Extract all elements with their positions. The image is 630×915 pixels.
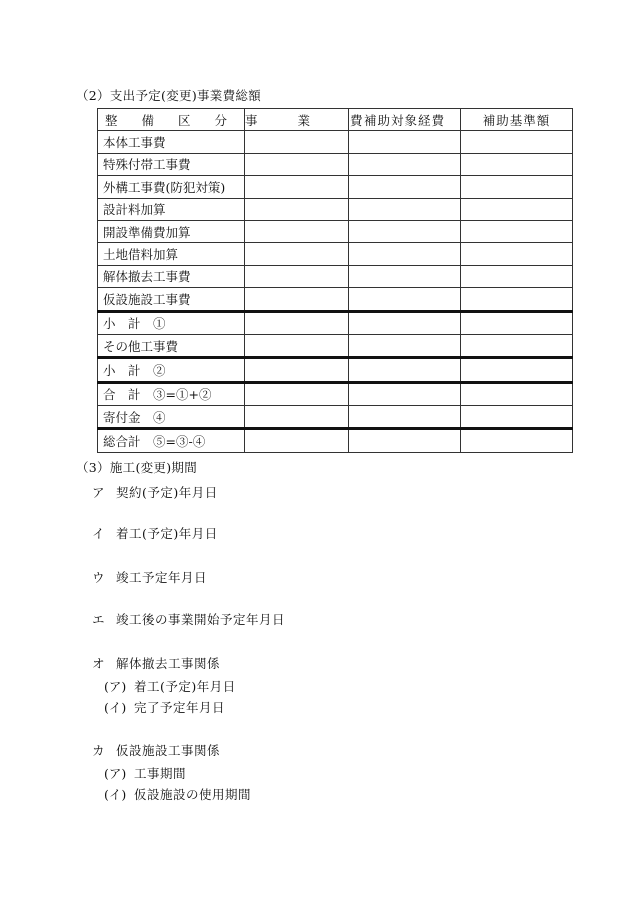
eligible-cost-cell[interactable] — [349, 153, 461, 175]
eligible-cost-cell[interactable] — [349, 198, 461, 220]
eligible-cost-cell[interactable] — [349, 288, 461, 311]
item-label: 竣工予定年月日 — [116, 570, 208, 585]
project-cost-cell[interactable] — [245, 131, 349, 153]
period-item-demolition — [92, 654, 220, 672]
period-item-contract — [92, 483, 218, 501]
project-cost-cell[interactable] — [245, 429, 349, 452]
item-label: 着工(予定)年月日 — [116, 526, 218, 541]
row-label-cell: 開設準備費加算 — [98, 220, 245, 242]
item-label: 契約(予定)年月日 — [116, 485, 218, 500]
eligible-cost-cell[interactable] — [349, 311, 461, 334]
table-row — [98, 198, 573, 220]
eligible-cost-cell[interactable] — [349, 358, 461, 382]
section-2-heading: （2）支出予定(変更)事業費総額 — [76, 88, 262, 103]
temporary-sub-usage — [104, 785, 251, 803]
project-cost-cell[interactable] — [245, 311, 349, 334]
eligible-cost-cell[interactable] — [349, 243, 461, 265]
standard-amount-cell[interactable] — [461, 198, 573, 220]
header-project-cost: 事 業 費 — [245, 109, 349, 131]
item-mark: イ — [92, 526, 105, 541]
sub-item-mark: (イ) — [104, 787, 127, 802]
row-label-cell: 合 計 ③=①+② — [98, 382, 245, 405]
item-mark: エ — [92, 612, 105, 627]
eligible-cost-cell[interactable] — [349, 382, 461, 405]
row-label-cell: その他工事費 — [98, 334, 245, 357]
eligible-cost-cell[interactable] — [349, 176, 461, 198]
eligible-cost-cell[interactable] — [349, 131, 461, 153]
row-label-cell: 解体撤去工事費 — [98, 265, 245, 287]
period-item-start — [92, 524, 218, 542]
period-item-business-start — [92, 610, 285, 628]
row-label-cell: 設計料加算 — [98, 198, 245, 220]
project-cost-cell[interactable] — [245, 406, 349, 429]
eligible-cost-cell[interactable] — [349, 429, 461, 452]
row-label-cell: 外構工事費(防犯対策) — [98, 176, 245, 198]
sub-item-label: 着工(予定)年月日 — [134, 679, 236, 694]
standard-amount-cell[interactable] — [461, 358, 573, 382]
standard-amount-cell[interactable] — [461, 382, 573, 405]
demolition-sub-start — [104, 677, 236, 695]
standard-amount-cell[interactable] — [461, 220, 573, 242]
project-cost-cell[interactable] — [245, 382, 349, 405]
table-row — [98, 176, 573, 198]
table-row — [98, 311, 573, 334]
temporary-sub-period — [104, 764, 186, 782]
demolition-sub-complete — [104, 698, 225, 716]
project-cost-cell[interactable] — [245, 243, 349, 265]
item-label: 解体撤去工事関係 — [116, 656, 221, 671]
project-cost-cell[interactable] — [245, 176, 349, 198]
standard-amount-cell[interactable] — [461, 288, 573, 311]
table-row — [98, 358, 573, 382]
table-row — [98, 131, 573, 153]
row-label-cell: 土地借料加算 — [98, 243, 245, 265]
item-label: 仮設施設工事関係 — [116, 743, 221, 758]
project-cost-cell[interactable] — [245, 334, 349, 357]
item-mark: カ — [92, 743, 105, 758]
standard-amount-cell[interactable] — [461, 429, 573, 452]
table-row — [98, 243, 573, 265]
table-row — [98, 334, 573, 357]
standard-amount-cell[interactable] — [461, 265, 573, 287]
row-label-cell: 総合計 ⑤=③-④ — [98, 429, 245, 452]
row-label-cell: 寄付金 ④ — [98, 406, 245, 429]
sub-item-mark: (ア) — [104, 679, 127, 694]
table-row — [98, 153, 573, 175]
project-cost-cell[interactable] — [245, 220, 349, 242]
standard-amount-cell[interactable] — [461, 176, 573, 198]
standard-amount-cell[interactable] — [461, 153, 573, 175]
sub-item-label: 工事期間 — [134, 766, 187, 781]
project-cost-table — [97, 108, 573, 453]
standard-amount-cell[interactable] — [461, 131, 573, 153]
item-label: 竣工後の事業開始予定年月日 — [116, 612, 286, 627]
row-label-cell: 小 計 ① — [98, 311, 245, 334]
project-cost-cell[interactable] — [245, 358, 349, 382]
standard-amount-cell[interactable] — [461, 406, 573, 429]
table-header-row — [98, 109, 573, 131]
item-mark: ウ — [92, 570, 105, 585]
item-mark: オ — [92, 656, 105, 671]
project-cost-cell[interactable] — [245, 153, 349, 175]
table-row — [98, 220, 573, 242]
table-row — [98, 288, 573, 311]
header-category: 整 備 区 分 — [98, 109, 245, 131]
project-cost-cell[interactable] — [245, 265, 349, 287]
item-mark: ア — [92, 485, 105, 500]
eligible-cost-cell[interactable] — [349, 406, 461, 429]
row-label-cell: 本体工事費 — [98, 131, 245, 153]
eligible-cost-cell[interactable] — [349, 220, 461, 242]
eligible-cost-cell[interactable] — [349, 265, 461, 287]
table-row — [98, 429, 573, 452]
row-label-cell: 仮設施設工事費 — [98, 288, 245, 311]
sub-item-label: 完了予定年月日 — [134, 700, 226, 715]
table-row — [98, 406, 573, 429]
standard-amount-cell[interactable] — [461, 243, 573, 265]
header-standard-amount: 補助基準額 — [461, 109, 573, 131]
row-label-cell: 小 計 ② — [98, 358, 245, 382]
section-3-heading: （3）施工(変更)期間 — [76, 460, 198, 475]
project-cost-cell[interactable] — [245, 198, 349, 220]
sub-item-label: 仮設施設の使用期間 — [134, 787, 252, 802]
period-item-temporary — [92, 741, 220, 759]
sub-item-mark: (ア) — [104, 766, 127, 781]
header-eligible-cost: 補助対象経費 — [349, 109, 461, 131]
standard-amount-cell[interactable] — [461, 334, 573, 357]
period-item-completion — [92, 568, 207, 586]
standard-amount-cell[interactable] — [461, 311, 573, 334]
row-label-cell: 特殊付帯工事費 — [98, 153, 245, 175]
eligible-cost-cell[interactable] — [349, 334, 461, 357]
sub-item-mark: (イ) — [104, 700, 127, 715]
table-row — [98, 265, 573, 287]
table-row — [98, 382, 573, 405]
project-cost-cell[interactable] — [245, 288, 349, 311]
